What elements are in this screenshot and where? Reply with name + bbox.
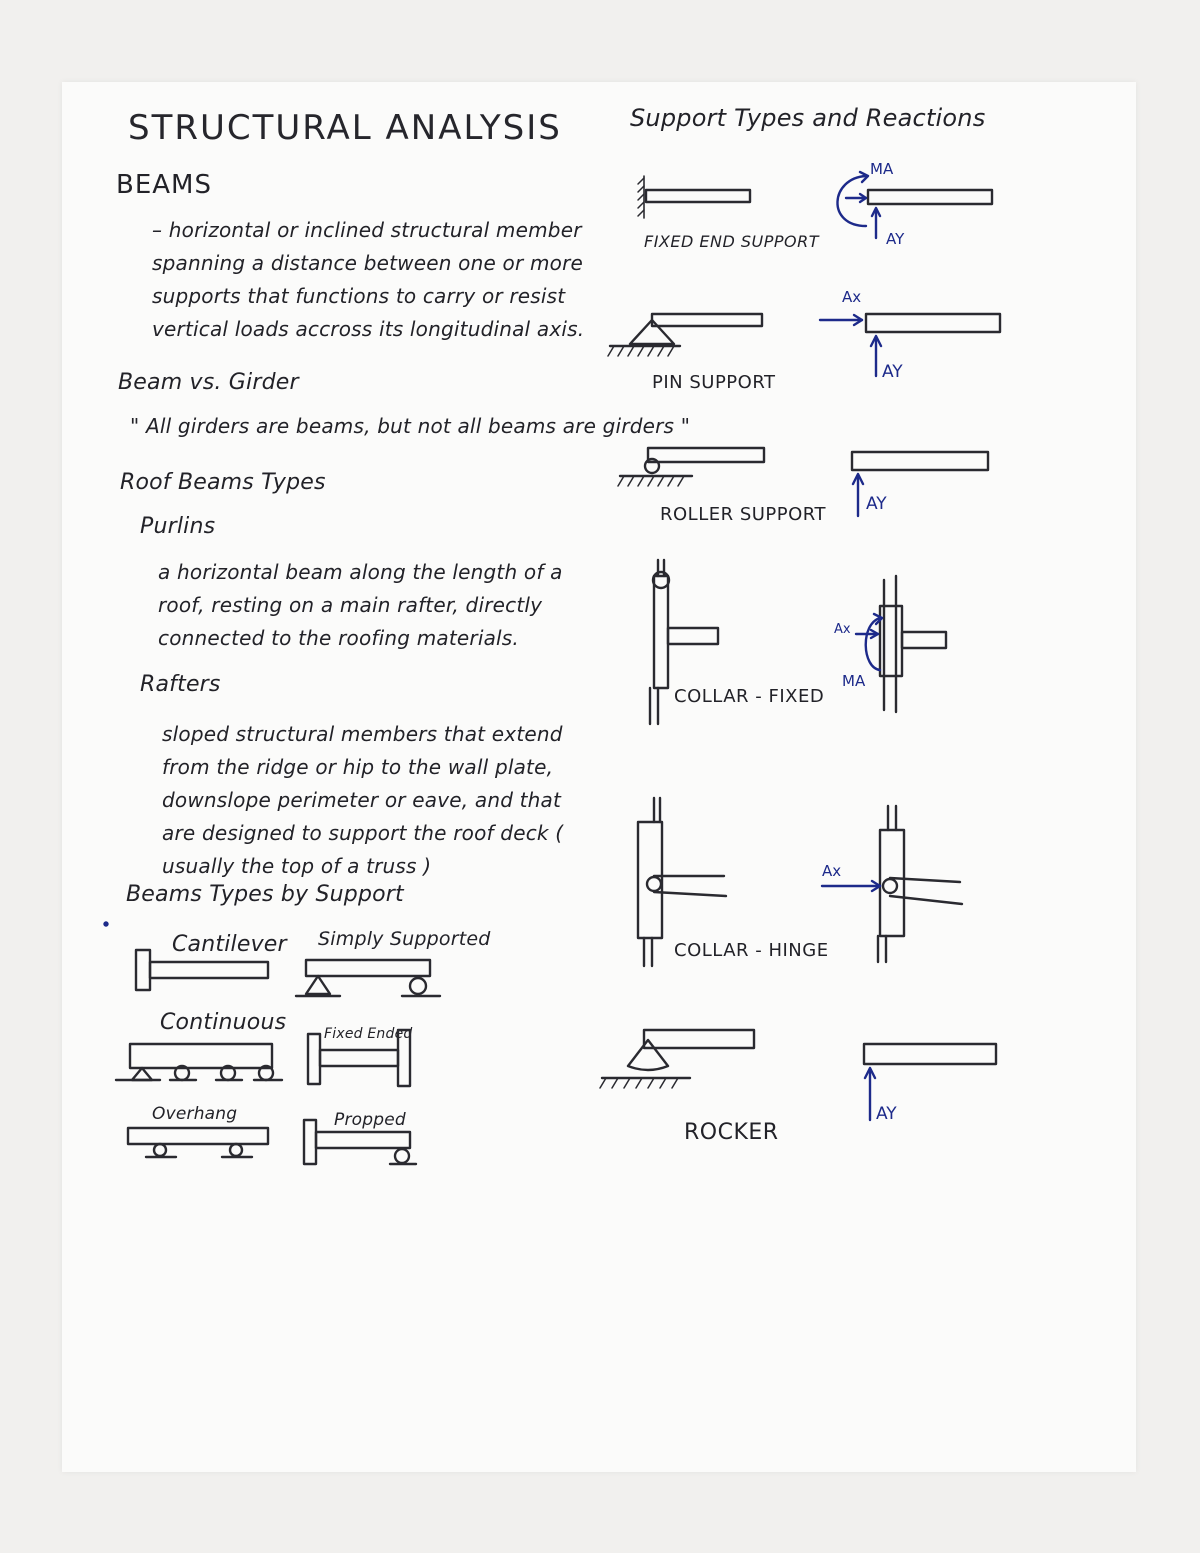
continuous-label: Continuous [160, 1010, 287, 1035]
beam-vs-girder-quote: " All girders are beams, but not all beams are girders " [130, 414, 691, 438]
fixed-end-reaction-sketch [837, 172, 992, 238]
collar-hinge-reaction-sketch [822, 806, 962, 962]
collar-fixed-sketch [650, 560, 718, 724]
pin-support-sketch [608, 314, 762, 356]
beam-vs-girder-heading: Beam vs. Girder [118, 370, 299, 395]
cantilever-sketch [136, 950, 268, 990]
cantilever-label: Cantilever [172, 932, 287, 957]
pin-support-caption: PIN SUPPORT [652, 372, 776, 393]
collar-fixed-caption: COLLAR - FIXED [674, 686, 825, 707]
fixed-ended-label: Fixed Ended [324, 1026, 413, 1042]
rocker-ay-label: AY [876, 1104, 897, 1124]
propped-sketch [304, 1120, 416, 1164]
fixed-moment-label: MA [870, 160, 894, 178]
continuous-sketch [116, 1044, 282, 1080]
fixed-end-support-caption: FIXED END SUPPORT [644, 232, 820, 251]
purlins-definition: a horizontal beam along the length of a roof, resting on a main rafter, directly connected to the roofing materials. [158, 560, 563, 650]
fixed-ay-label: AY [886, 230, 905, 248]
roof-beams-heading: Roof Beams Types [120, 470, 326, 495]
roller-support-sketch [618, 448, 764, 486]
collar-fixed-ma-label: MA [842, 672, 866, 690]
roller-support-caption: ROLLER SUPPORT [660, 504, 827, 525]
overhang-sketch [128, 1128, 268, 1157]
rafters-definition: sloped structural members that extend from the ridge or hip to the wall plate, downslope perimeter or eave, and that are designed to support the roof deck ( usually the top of a truss ) [162, 722, 564, 878]
beams-heading: BEAMS [116, 170, 212, 200]
purlins-label: Purlins [140, 514, 216, 539]
fixed-ended-sketch [308, 1030, 410, 1086]
support-types-heading: Support Types and Reactions [630, 104, 986, 132]
collar-fixed-ax-label: Ax [834, 622, 851, 637]
beams-definition: – horizontal or inclined structural member spanning a distance between one or more supports that functions to carry or resist vertical loads accross its longitudinal axis. [152, 218, 585, 341]
ink-dot [105, 923, 108, 926]
pin-ay-label: AY [882, 362, 903, 382]
collar-hinge-ax-label: Ax [822, 862, 842, 880]
rocker-reaction-sketch [864, 1044, 996, 1120]
propped-label: Propped [334, 1110, 406, 1130]
rocker-caption: ROCKER [684, 1120, 779, 1145]
rafters-label: Rafters [140, 672, 221, 697]
roller-reaction-sketch [852, 452, 988, 516]
collar-hinge-sketch [638, 798, 726, 966]
pin-reaction-sketch [820, 314, 1000, 376]
rocker-sketch [600, 1030, 754, 1088]
overhang-label: Overhang [152, 1104, 238, 1124]
simply-supported-sketch [296, 960, 440, 996]
collar-fixed-reaction-sketch [856, 576, 946, 712]
roller-ay-label: AY [866, 494, 887, 514]
beam-types-by-support-heading: Beams Types by Support [126, 882, 404, 907]
fixed-end-support-sketch [638, 176, 750, 218]
simply-supported-label: Simply Supported [318, 928, 491, 950]
pin-ax-label: Ax [842, 288, 862, 306]
page-title: STRUCTURAL ANALYSIS [128, 108, 562, 148]
collar-hinge-caption: COLLAR - HINGE [674, 940, 829, 961]
